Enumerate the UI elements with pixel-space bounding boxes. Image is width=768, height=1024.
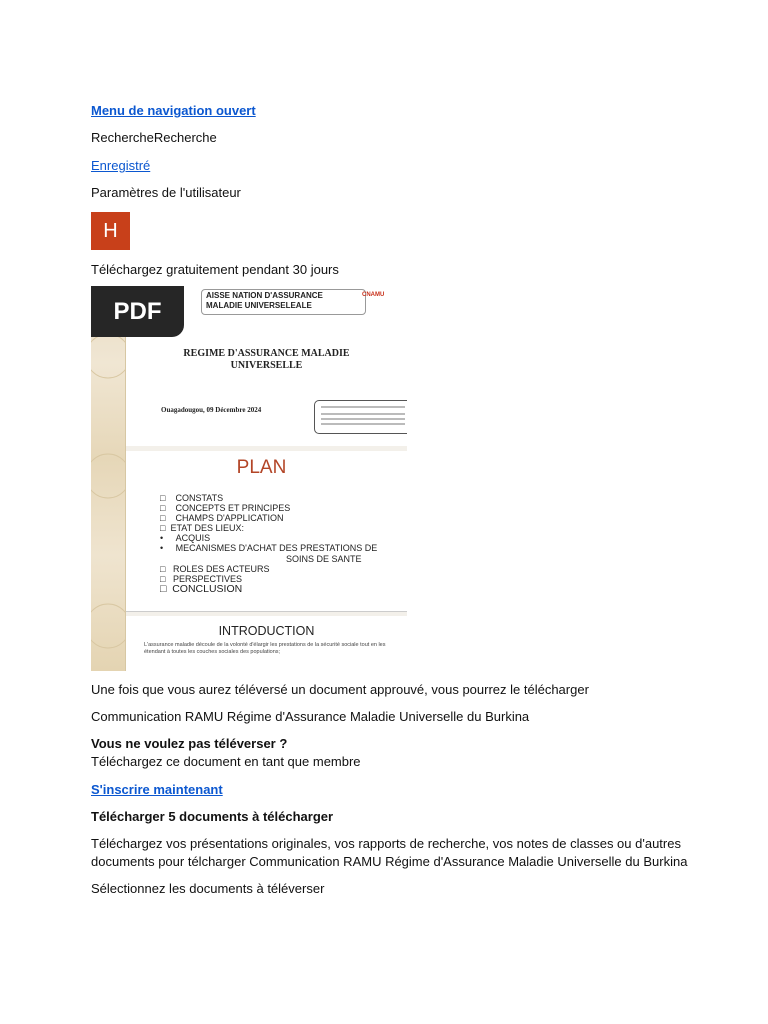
pdf-badge: PDF	[91, 286, 184, 337]
slide-cover-title-line2: UNIVERSELLE	[230, 360, 303, 371]
plan-item: □ CONSTATS	[160, 493, 224, 503]
download-as-member: Téléchargez ce document en tant que membre	[91, 754, 361, 769]
plan-item: • ACQUIS	[160, 533, 211, 544]
slide-cover-title-line1: REGIME D'ASSURANCE MALADIE	[183, 348, 350, 359]
slide-cover-title	[126, 348, 407, 372]
slide-header-box	[201, 289, 366, 315]
search-label[interactable]: RechercheRecherche	[91, 130, 217, 145]
slide-plan	[126, 451, 407, 611]
page-content-lower	[91, 681, 691, 898]
saved-link[interactable]: Enregistré	[91, 158, 151, 173]
avatar-letter: H	[103, 219, 118, 242]
avatar[interactable]	[91, 212, 130, 250]
open-navigation-menu-link[interactable]: Menu de navigation ouvert	[91, 103, 256, 118]
upload-description: Téléchargez vos présentations originales, vos rapports de recherche, vos notes de classes ou d'autres documents pour télcharger Communication RAMU Régime d'Assurance Maladie Universelle du Burkina	[91, 836, 688, 869]
upload-count-heading: Télécharger 5 documents à télécharger	[91, 809, 334, 824]
plan-item: • MECANISMES D'ACHAT DES PRESTATIONS DE	[160, 543, 378, 554]
user-settings[interactable]: Paramètres de l'utilisateur	[91, 185, 241, 200]
plan-item: □ ROLES DES ACTEURS	[160, 563, 270, 574]
slide-plan-list	[160, 493, 377, 594]
select-documents-label[interactable]: Sélectionnez les documents à téléverser	[91, 881, 325, 896]
slide-cover-date: Ouagadougou, 09 Décembre 2024	[161, 406, 262, 414]
plan-item: SOINS DE SANTE	[286, 553, 362, 564]
plan-item: □ CHAMPS D'APPLICATION	[160, 513, 284, 524]
document-preview[interactable]	[91, 286, 407, 671]
logo: CNAMU	[362, 292, 385, 298]
slide-header-line1: AISSE NATION D'ASSURANCE	[206, 291, 323, 300]
upload-note: Une fois que vous aurez téléversé un document approuvé, vous pourrez le télécharger	[91, 682, 589, 697]
plan-item: □ PERSPECTIVES	[160, 573, 242, 584]
free-trial-text: Téléchargez gratuitement pendant 30 jours	[91, 262, 339, 277]
document-title: Communication RAMU Régime d'Assurance Maladie Universelle du Burkina	[91, 709, 530, 724]
plan-item: □ ETAT DES LIEUX:	[160, 523, 244, 534]
slide-intro-text: L'assurance maladie découle de la volonté d'élargir les prestations de la sécurité sociale tout en les étendant à toutes les couches sociales des populations;	[144, 642, 386, 655]
slide-intro-title: INTRODUCTION	[218, 624, 315, 638]
page-content	[91, 102, 691, 279]
slide-introduction	[126, 616, 407, 671]
slide-header-line2: MALADIE UNIVERSELEALE	[206, 301, 312, 310]
slide-plan-title: PLAN	[236, 457, 287, 478]
plan-item: □ CONCEPTS ET PRINCIPES	[160, 503, 291, 514]
plan-item: □ CONCLUSION	[160, 582, 243, 595]
signup-link[interactable]: S'inscrire maintenant	[91, 782, 223, 797]
no-upload-question: Vous ne voulez pas téléverser ?	[91, 736, 288, 751]
presenter-box	[314, 400, 407, 434]
